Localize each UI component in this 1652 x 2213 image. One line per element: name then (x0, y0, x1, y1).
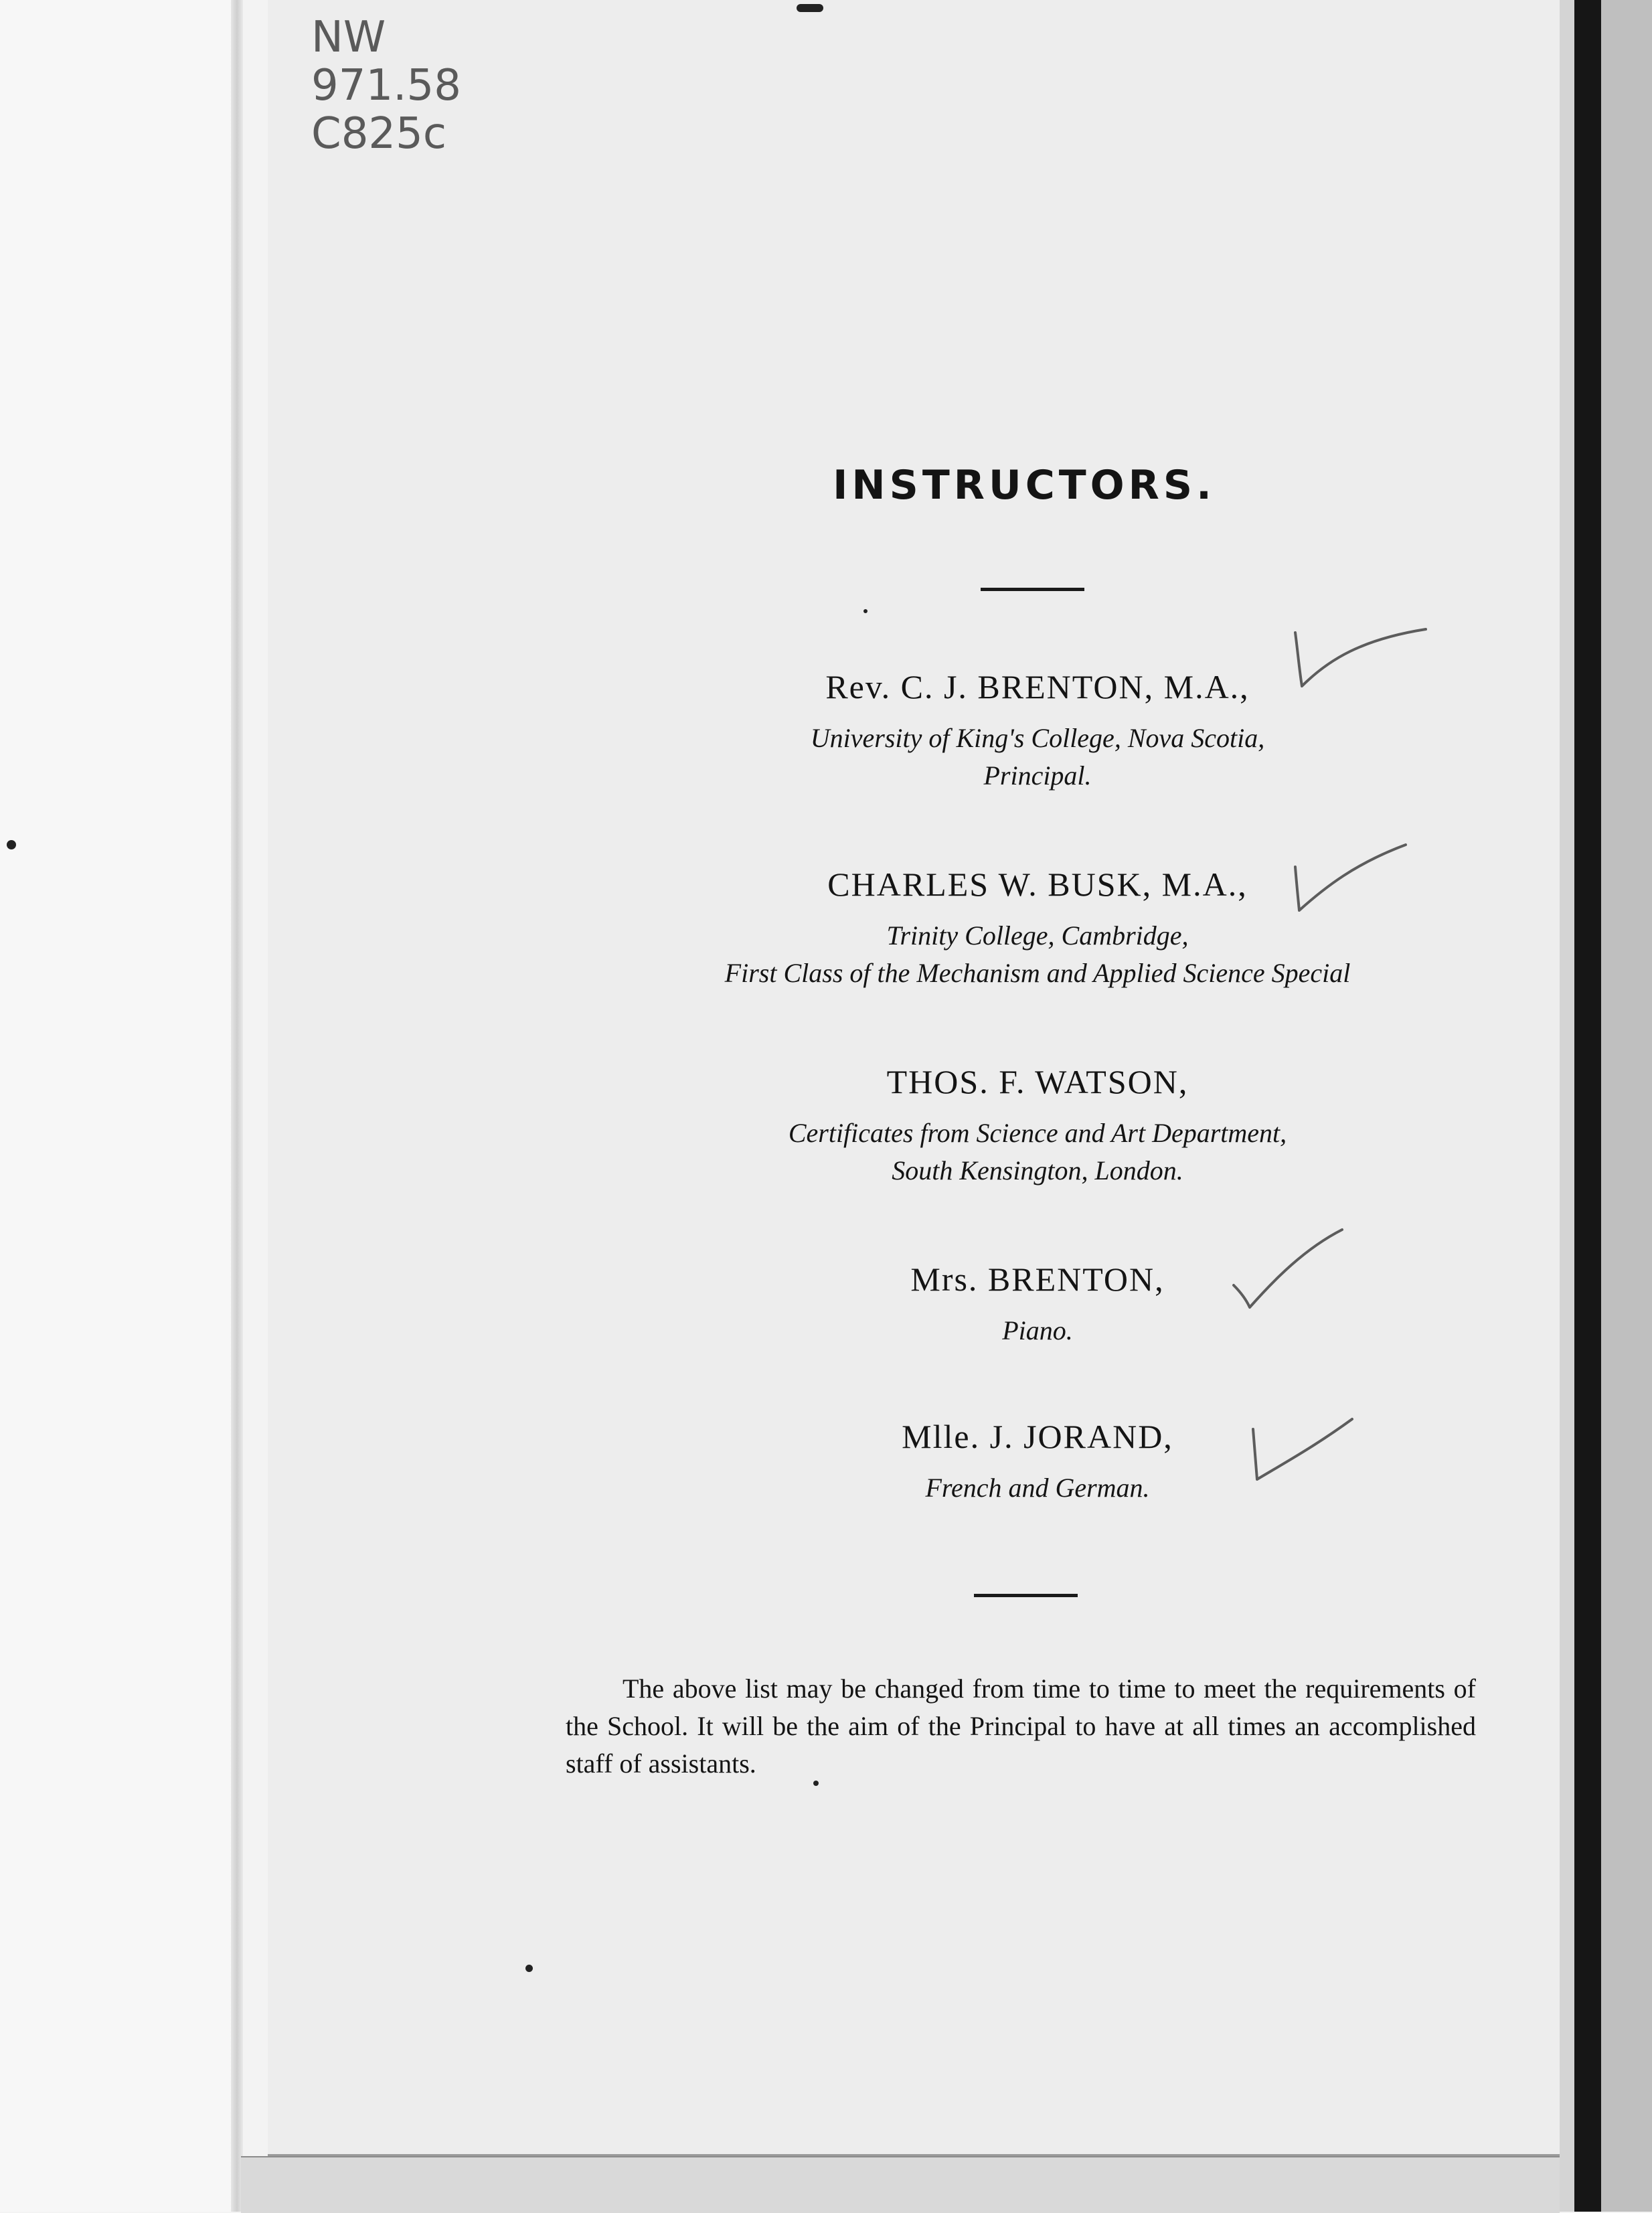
instructor-name: Rev. C. J. BRENTON, M.A., (825, 668, 1250, 706)
instructor-role: Principal. (983, 760, 1092, 791)
scan-speck (7, 840, 16, 849)
closing-note (566, 1670, 1476, 1783)
instructor-subject: French and German. (925, 1473, 1150, 1503)
instructor-entry (589, 1061, 1486, 1190)
instructor-credential: Trinity College, Cambridge, (886, 920, 1189, 951)
instructor-name: THOS. F. WATSON, (886, 1063, 1189, 1100)
scan-margin-right (1560, 0, 1652, 2212)
handwritten-check-icon (1289, 837, 1412, 920)
divider-top (981, 588, 1084, 591)
dark-edge-band (1574, 0, 1601, 2212)
instructor-credential: Certificates from Science and Art Department, (788, 1118, 1287, 1148)
instructor-credential: South Kensington, London. (892, 1155, 1183, 1185)
scan-margin-left (0, 0, 241, 2212)
grey-edge-band (1601, 0, 1652, 2212)
divider-bottom (974, 1594, 1078, 1597)
scan-speck (797, 4, 823, 12)
scan-speck (813, 1781, 819, 1786)
instructor-name: Mrs. BRENTON, (910, 1260, 1165, 1298)
instructor-credential: University of King's College, Nova Scotia, (810, 723, 1265, 753)
handwritten-check-icon (1245, 1409, 1359, 1486)
instructor-credential: First Class of the Mechanism and Applied Science Special (724, 958, 1351, 988)
call-number (311, 13, 472, 158)
instructor-subject: Piano. (1002, 1315, 1073, 1345)
call-number-line: C825c (311, 109, 447, 159)
binding-fold (231, 0, 243, 2212)
page-title: INSTRUCTORS. (833, 462, 1216, 509)
call-number-line: NW (311, 13, 386, 62)
scan-speck (525, 1965, 533, 1972)
handwritten-check-icon (1289, 619, 1432, 703)
handwritten-check-icon (1228, 1222, 1349, 1315)
instructor-entry (589, 1258, 1486, 1349)
scan-margin-bottom (241, 2156, 1560, 2213)
call-number-line: 971.58 (311, 61, 461, 110)
instructor-name: CHARLES W. BUSK, M.A., (827, 866, 1248, 903)
scan-speck (863, 609, 868, 613)
instructor-name: Mlle. J. JORAND, (902, 1418, 1173, 1455)
closing-note-text: The above list may be changed from time to time to meet the requirements of the School. It will be the aim of the Principal to have at all times an accomplished staff of assistants. (566, 1673, 1476, 1779)
